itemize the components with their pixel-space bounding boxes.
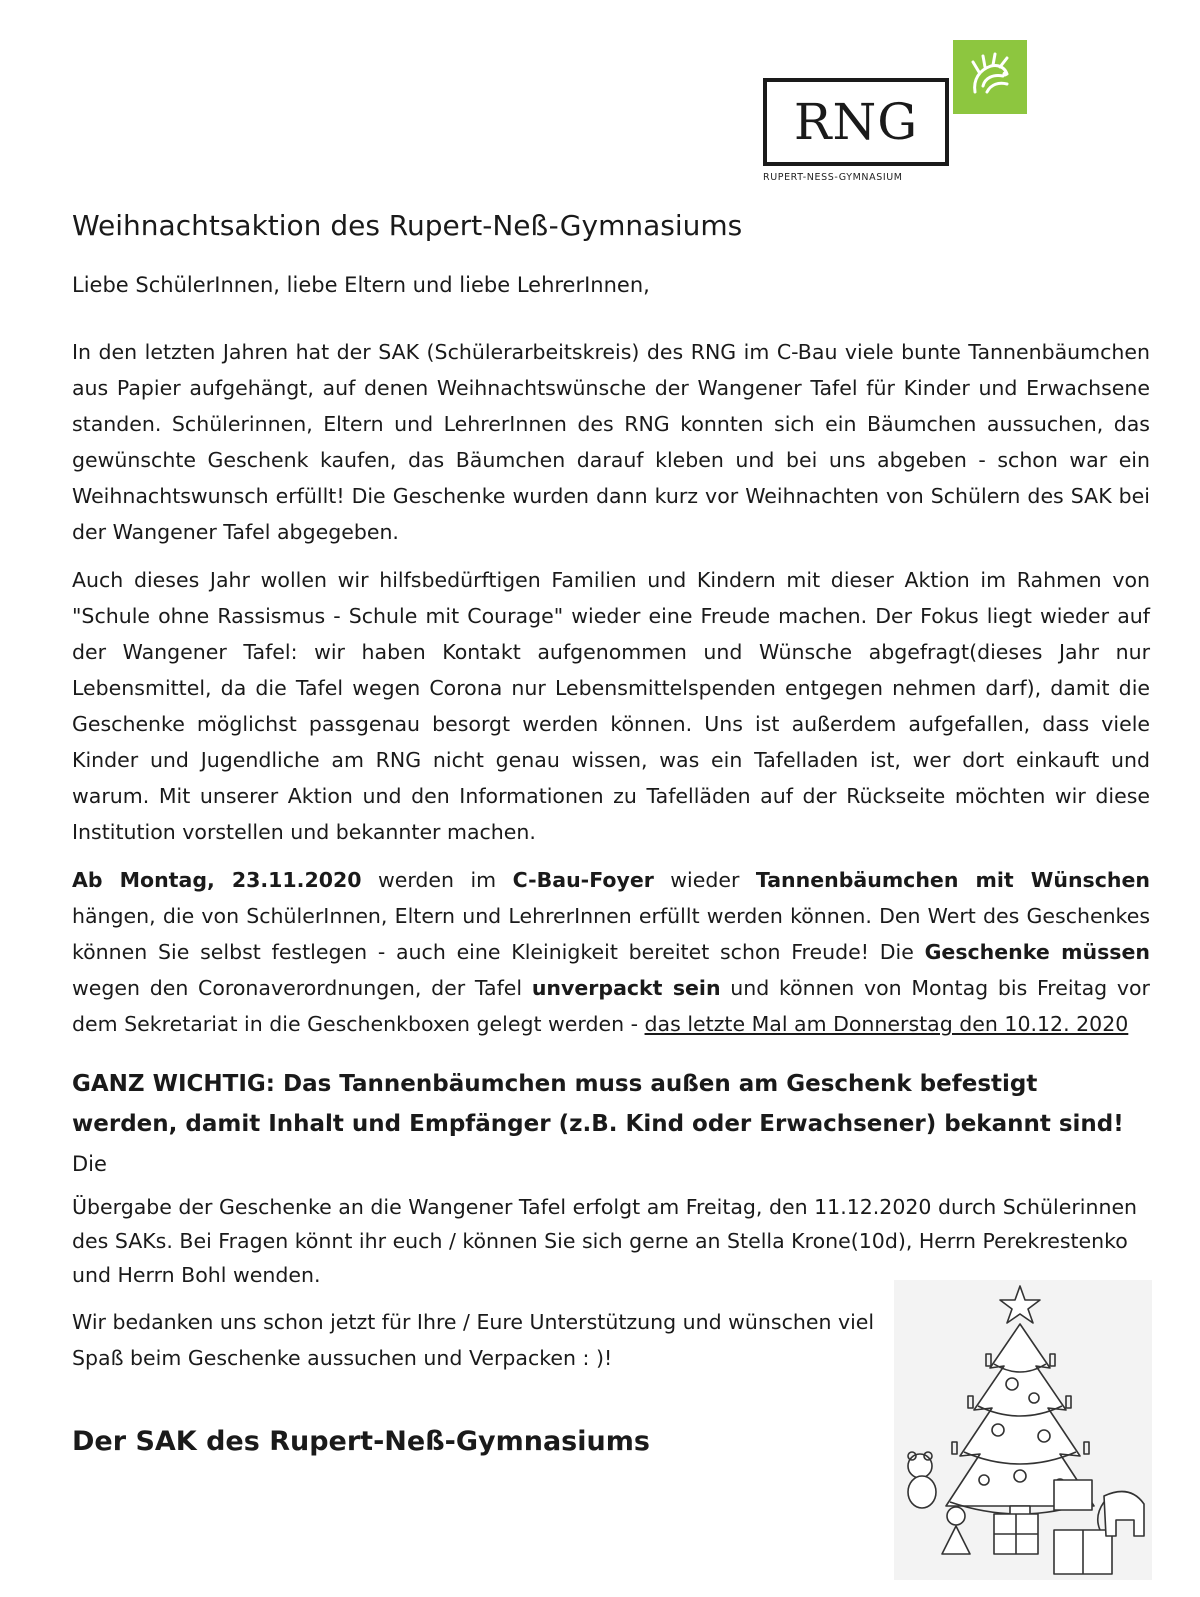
paragraph-details — [72, 862, 1150, 1042]
handover-paragraph: Übergabe der Geschenke an die Wangener Tafel erfolgt am Freitag, den 11.12.2020 durch Schülerinnen des SAKs. Bei Fragen könnt ihr euch / können Sie sich gerne an Stella Krone(10d), Herrn Perekrestenko und Herrn Bohl wenden. — [72, 1195, 1138, 1287]
greeting: Liebe SchülerInnen, liebe Eltern und liebe LehrerInnen, — [72, 273, 650, 297]
unwrapped: unverpackt sein — [531, 976, 721, 1000]
text-span: wegen den Coronaverordnungen, der Tafel — [72, 976, 532, 1000]
letter-body — [72, 206, 1150, 1462]
important-notice — [72, 1064, 1150, 1184]
signature: Der SAK des Rupert-Neß-Gymnasiums — [72, 1426, 650, 1457]
important-tail: Die — [72, 1152, 107, 1176]
logo-box — [763, 78, 949, 166]
logo-text: RNG — [793, 93, 919, 151]
eagle-hand-icon — [953, 40, 1027, 114]
important-bold: GANZ WICHTIG: Das Tannenbäumchen muss außen am Geschenk befestigt werden, damit Inhalt und Empfänger (z.B. Kind oder Erwachsener) bekannt sind! — [72, 1071, 1124, 1137]
paragraph-intro: Auch dieses Jahr wollen wir hilfsbedürftigen Familien und Kindern mit dieser Aktion im Rahmen von "Schule ohne Rassismus - Schule mit Courage" wieder eine Freude machen. Der Fokus liegt wieder auf der Wangener Tafel: wir haben Kontakt aufgenommen und Wünsche abgefragt(dieses Jahr nur Lebensmittel, da die Tafel wegen Corona nur Lebensmittelspenden entgegen nehmen darf), damit die Geschenke möglichst passgenau besorgt werden können. Uns ist außerdem aufgefallen, dass viele Kinder und Jugendliche am RNG nicht genau wissen, was ein Tafelladen ist, wer dort einkauft und warum. Mit unserer Aktion und den Informationen zu Tafelläden auf der Rückseite möchten wir diese Institution vorstellen und bekannter machen. — [72, 568, 1150, 844]
paragraph-history: In den letzten Jahren hat der SAK (Schülerarbeitskreis) des RNG im C-Bau viele bunte Tannenbäumchen aus Papier aufgehängt, auf denen Weihnachtswünsche der Wangener Tafel für Kinder und Erwachsene standen. Schülerinnen, Eltern und LehrerInnen des RNG konnten sich ein Bäumchen aussuchen, das gewünschte Geschenk kaufen, das Bäumchen darauf kleben und bei uns abgeben - schon war ein Weihnachtswunsch erfüllt! Die Geschenke wurden dann kurz vor Weihnachten von Schülern des SAK bei der Wangener Tafel abgegeben. — [72, 340, 1150, 544]
gifts-must: Geschenke müssen — [924, 940, 1150, 964]
page-title: Weihnachtsaktion des Rupert-Neß-Gymnasiums — [72, 209, 743, 242]
location: C-Bau-Foyer — [512, 868, 654, 892]
school-logo — [763, 40, 1033, 190]
logo-subtitle: RUPERT-NESS-GYMNASIUM — [763, 172, 903, 183]
text-span: und können von Montag bis Freitag vor dem Sekretariat in die Geschenkboxen gelegt werden - — [72, 976, 1150, 1036]
thanks-paragraph: Wir bedanken uns schon jetzt für Ihre / Eure Unterstützung und wünschen viel Spaß beim Geschenke aussuchen und Verpacken : )! — [72, 1310, 875, 1370]
trees-with-wishes: Tannenbäumchen mit Wünschen — [755, 868, 1150, 892]
text-span: wieder — [653, 868, 756, 892]
christmas-tree-drawing-icon — [894, 1280, 1152, 1580]
text-span: werden im — [361, 868, 513, 892]
deadline: das letzte Mal am Donnerstag den 10.12. 2020 — [644, 1012, 1129, 1036]
text-span: hängen, die von SchülerInnen, Eltern und LehrerInnen erfüllt werden können. Den Wert des Geschenkes können Sie selbst festlegen - auch eine Kleinigkeit bereitet schon Freude! Die — [72, 904, 1150, 964]
start-date: Ab Montag, 23.11.2020 — [72, 868, 362, 892]
